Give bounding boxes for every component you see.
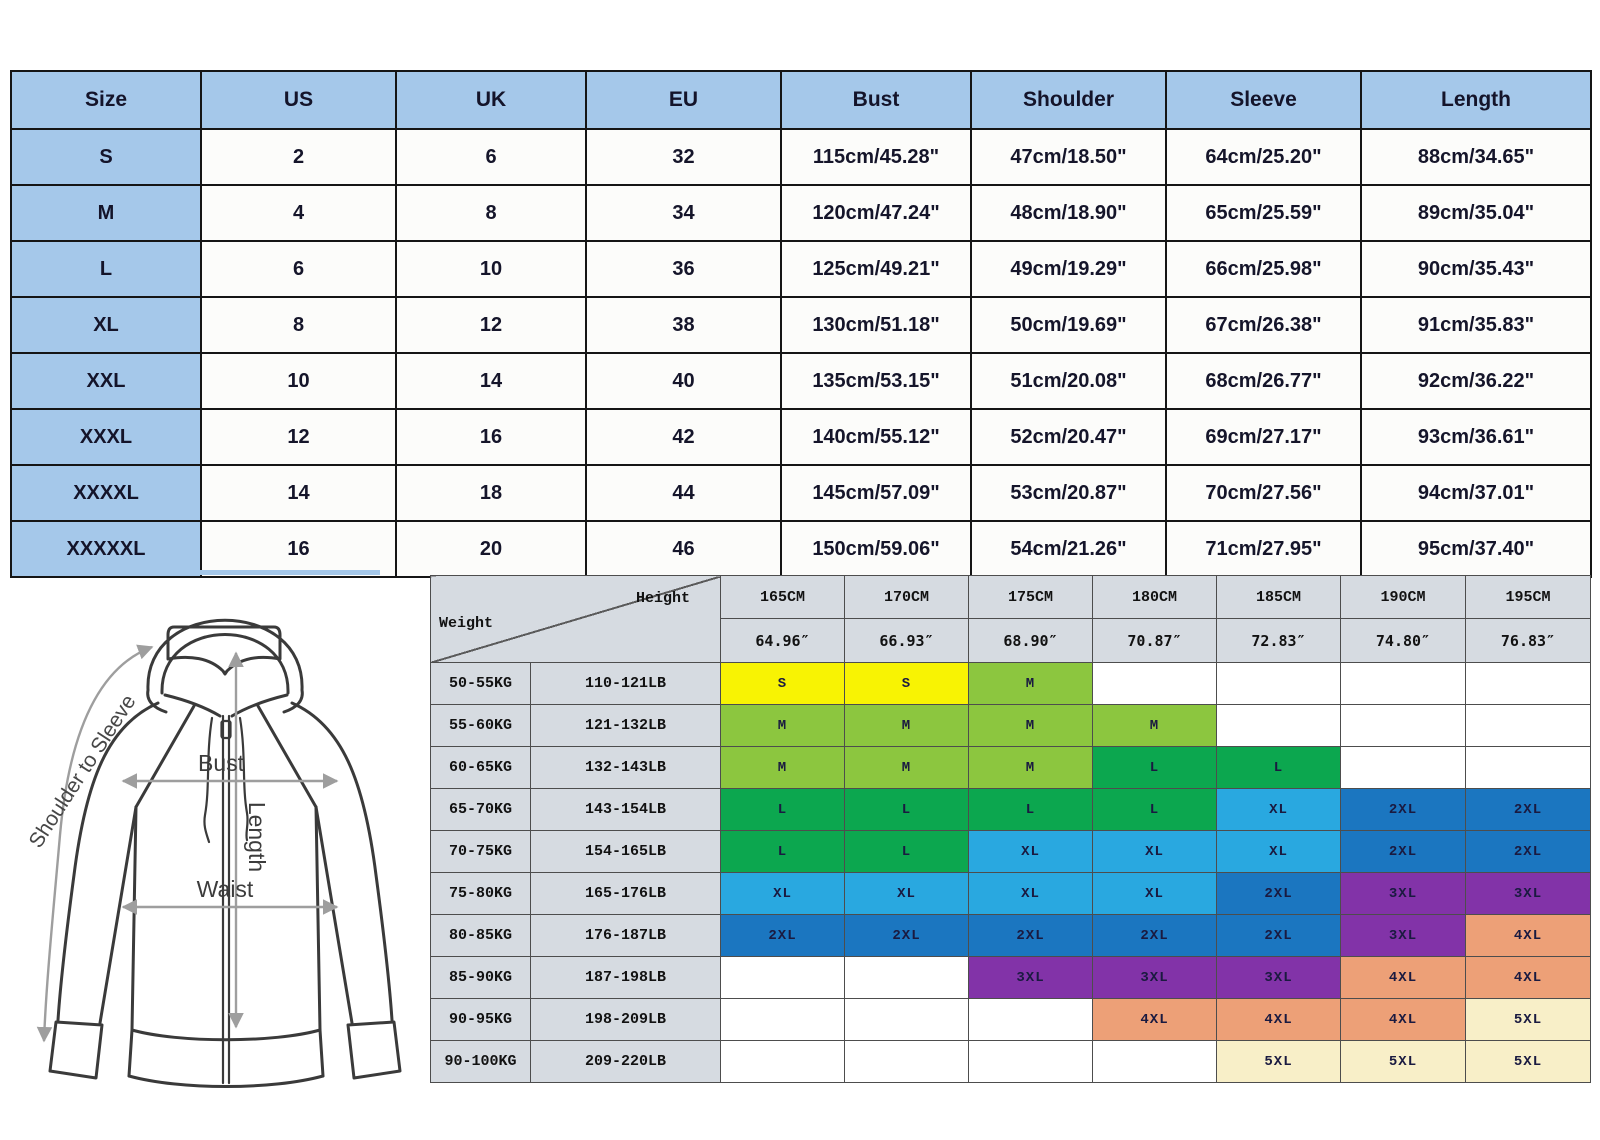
- size-table-cell: 44: [586, 465, 781, 521]
- size-table-body: [11, 129, 1591, 577]
- fit-matrix-empty-cell: [969, 1041, 1093, 1083]
- size-table-cell: 36: [586, 241, 781, 297]
- fit-matrix-size-cell: 2XL: [845, 915, 969, 957]
- size-table-row-label: XXXXL: [11, 465, 201, 521]
- size-table-cell: 94cm/37.01": [1361, 465, 1591, 521]
- fit-matrix-size-cell: 4XL: [1466, 915, 1591, 957]
- height-column-cm: 190CM: [1341, 576, 1466, 619]
- fit-matrix-size-cell: M: [845, 705, 969, 747]
- height-column-inches: 64.96″: [721, 619, 845, 663]
- height-column-cm: 175CM: [969, 576, 1093, 619]
- size-table-cell: 10: [201, 353, 396, 409]
- shoulder-to-sleeve-label: Shoulder to Sleeve: [24, 690, 141, 853]
- fit-matrix-empty-cell: [1093, 663, 1217, 705]
- size-table-header-cell: US: [201, 71, 396, 129]
- size-table-header-cell: Bust: [781, 71, 971, 129]
- fit-matrix-row: [431, 873, 1591, 915]
- size-table-cell: 2: [201, 129, 396, 185]
- fit-matrix-size-cell: 5XL: [1341, 1041, 1466, 1083]
- fit-matrix-size-cell: 3XL: [1466, 873, 1591, 915]
- fit-matrix-size-cell: M: [1093, 705, 1217, 747]
- weight-label-lb: 121-132LB: [531, 705, 721, 747]
- weight-height-corner-cell: [431, 576, 721, 663]
- size-table-row: [11, 241, 1591, 297]
- fit-matrix-size-cell: XL: [969, 831, 1093, 873]
- fit-matrix-size-cell: 3XL: [1341, 873, 1466, 915]
- fit-matrix-size-cell: L: [721, 831, 845, 873]
- fit-matrix-size-cell: 2XL: [1466, 831, 1591, 873]
- waist-label: Waist: [196, 876, 254, 902]
- size-table-cell: 120cm/47.24": [781, 185, 971, 241]
- weight-label-kg: 55-60KG: [431, 705, 531, 747]
- size-table-cell: 34: [586, 185, 781, 241]
- hoodie-measurement-diagram: [8, 575, 438, 1110]
- size-table-cell: 64cm/25.20": [1166, 129, 1361, 185]
- fit-matrix-size-cell: 4XL: [1217, 999, 1341, 1041]
- fit-matrix-size-cell: 3XL: [1217, 957, 1341, 999]
- fit-matrix-size-cell: XL: [721, 873, 845, 915]
- fit-matrix-size-cell: M: [969, 663, 1093, 705]
- fit-matrix-size-cell: 5XL: [1466, 999, 1591, 1041]
- fit-matrix-size-cell: L: [845, 789, 969, 831]
- fit-matrix-row: [431, 999, 1591, 1041]
- fit-matrix-size-cell: 2XL: [1341, 831, 1466, 873]
- size-table-header-cell: Shoulder: [971, 71, 1166, 129]
- weight-label-kg: 50-55KG: [431, 663, 531, 705]
- size-table-row-label: L: [11, 241, 201, 297]
- size-table-cell: 14: [396, 353, 586, 409]
- fit-matrix-size-cell: 4XL: [1341, 957, 1466, 999]
- height-column-cm: 195CM: [1466, 576, 1591, 619]
- height-axis-label: Height: [635, 589, 690, 607]
- size-table-cell: 6: [396, 129, 586, 185]
- fit-matrix-row: [431, 915, 1591, 957]
- fit-matrix-size-cell: 2XL: [1466, 789, 1591, 831]
- size-table-cell: 42: [586, 409, 781, 465]
- size-table-cell: 145cm/57.09": [781, 465, 971, 521]
- fit-matrix-body: [431, 663, 1591, 1083]
- fit-matrix-size-cell: S: [845, 663, 969, 705]
- size-table-cell: 6: [201, 241, 396, 297]
- hood-outline: [148, 620, 303, 716]
- fit-matrix-row: [431, 957, 1591, 999]
- fit-matrix-size-cell: 4XL: [1466, 957, 1591, 999]
- fit-matrix-size-cell: L: [1217, 747, 1341, 789]
- fit-matrix-size-cell: XL: [1093, 873, 1217, 915]
- fit-matrix-empty-cell: [1466, 705, 1591, 747]
- size-table-header-cell: Size: [11, 71, 201, 129]
- size-table-row: [11, 185, 1591, 241]
- size-table-cell: 69cm/27.17": [1166, 409, 1361, 465]
- fit-matrix-size-cell: M: [969, 705, 1093, 747]
- height-column-cm: 180CM: [1093, 576, 1217, 619]
- fit-matrix-row: [431, 705, 1591, 747]
- size-table-cell: 40: [586, 353, 781, 409]
- weight-label-lb: 110-121LB: [531, 663, 721, 705]
- fit-matrix-empty-cell: [721, 999, 845, 1041]
- fit-matrix-size-cell: 2XL: [1217, 873, 1341, 915]
- size-table-cell: 54cm/21.26": [971, 521, 1166, 577]
- fit-matrix-empty-cell: [1341, 747, 1466, 789]
- weight-label-lb: 143-154LB: [531, 789, 721, 831]
- fit-matrix-size-cell: L: [1093, 747, 1217, 789]
- fit-matrix-size-cell: 2XL: [969, 915, 1093, 957]
- size-table-cell: 70cm/27.56": [1166, 465, 1361, 521]
- size-table-cell: 53cm/20.87": [971, 465, 1166, 521]
- fit-matrix-empty-cell: [1217, 705, 1341, 747]
- length-label: Length: [244, 801, 270, 873]
- size-table-cell: 135cm/53.15": [781, 353, 971, 409]
- fit-matrix-size-cell: L: [969, 789, 1093, 831]
- size-table-cell: 140cm/55.12": [781, 409, 971, 465]
- size-table-cell: 38: [586, 297, 781, 353]
- size-table-cell: 65cm/25.59": [1166, 185, 1361, 241]
- size-table-row: [11, 129, 1591, 185]
- weight-label-kg: 65-70KG: [431, 789, 531, 831]
- size-table-cell: 125cm/49.21": [781, 241, 971, 297]
- fit-matrix-size-cell: 2XL: [1093, 915, 1217, 957]
- fit-matrix-size-cell: 4XL: [1341, 999, 1466, 1041]
- size-table-row: [11, 409, 1591, 465]
- size-table-cell: 115cm/45.28": [781, 129, 971, 185]
- fit-matrix-size-cell: 5XL: [1466, 1041, 1591, 1083]
- size-table-cell: 16: [201, 521, 396, 577]
- weight-label-lb: 165-176LB: [531, 873, 721, 915]
- fit-matrix-size-cell: M: [721, 705, 845, 747]
- height-column-cm: 185CM: [1217, 576, 1341, 619]
- fit-matrix-empty-cell: [845, 999, 969, 1041]
- weight-label-kg: 90-100KG: [431, 1041, 531, 1083]
- fit-matrix-size-cell: L: [1093, 789, 1217, 831]
- size-table-header-cell: Length: [1361, 71, 1591, 129]
- size-table-row: [11, 353, 1591, 409]
- size-conversion-table: [10, 70, 1592, 578]
- fit-matrix-size-cell: S: [721, 663, 845, 705]
- fit-matrix-size-cell: L: [721, 789, 845, 831]
- weight-label-lb: 154-165LB: [531, 831, 721, 873]
- size-table-cell: 88cm/34.65": [1361, 129, 1591, 185]
- weight-label-kg: 85-90KG: [431, 957, 531, 999]
- fit-matrix-size-cell: 2XL: [721, 915, 845, 957]
- size-table-row-label: M: [11, 185, 201, 241]
- size-table-cell: 52cm/20.47": [971, 409, 1166, 465]
- fit-matrix-size-cell: 2XL: [1341, 789, 1466, 831]
- size-table-cell: 66cm/25.98": [1166, 241, 1361, 297]
- fit-matrix-empty-cell: [1217, 663, 1341, 705]
- size-table-cell: 32: [586, 129, 781, 185]
- fit-matrix-empty-cell: [969, 999, 1093, 1041]
- weight-label-kg: 70-75KG: [431, 831, 531, 873]
- size-table-cell: 10: [396, 241, 586, 297]
- size-table-cell: 50cm/19.69": [971, 297, 1166, 353]
- fit-matrix-size-cell: XL: [1217, 789, 1341, 831]
- size-table-cell: 4: [201, 185, 396, 241]
- fit-matrix-size-cell: XL: [1093, 831, 1217, 873]
- weight-label-lb: 209-220LB: [531, 1041, 721, 1083]
- fit-matrix-row: [431, 831, 1591, 873]
- bust-label: Bust: [197, 750, 245, 776]
- size-table-cell: 89cm/35.04": [1361, 185, 1591, 241]
- size-table-row: [11, 521, 1591, 577]
- size-table-cell: 46: [586, 521, 781, 577]
- size-table-cell: 51cm/20.08": [971, 353, 1166, 409]
- size-table-header: [11, 71, 1591, 129]
- fit-matrix-size-cell: 3XL: [1341, 915, 1466, 957]
- weight-label-kg: 60-65KG: [431, 747, 531, 789]
- size-table-row-label: XXL: [11, 353, 201, 409]
- size-table-cell: 8: [396, 185, 586, 241]
- fit-matrix-empty-cell: [845, 957, 969, 999]
- height-column-inches: 68.90″: [969, 619, 1093, 663]
- fit-matrix-size-cell: L: [845, 831, 969, 873]
- fit-matrix-empty-cell: [721, 1041, 845, 1083]
- size-table-cell: 47cm/18.50": [971, 129, 1166, 185]
- height-column-inches: 76.83″: [1466, 619, 1591, 663]
- weight-label-lb: 198-209LB: [531, 999, 721, 1041]
- weight-label-kg: 80-85KG: [431, 915, 531, 957]
- height-column-inches: 66.93″: [845, 619, 969, 663]
- weight-label-lb: 176-187LB: [531, 915, 721, 957]
- fit-matrix-empty-cell: [721, 957, 845, 999]
- size-table-cell: 18: [396, 465, 586, 521]
- size-table-cell: 12: [201, 409, 396, 465]
- size-table-cell: 90cm/35.43": [1361, 241, 1591, 297]
- fit-matrix-size-cell: M: [845, 747, 969, 789]
- size-table-cell: 95cm/37.40": [1361, 521, 1591, 577]
- fit-matrix-row: [431, 789, 1591, 831]
- size-table-cell: 20: [396, 521, 586, 577]
- fit-matrix-empty-cell: [1341, 663, 1466, 705]
- fit-matrix-size-cell: 4XL: [1093, 999, 1217, 1041]
- size-table-header-cell: EU: [586, 71, 781, 129]
- height-column-inches: 70.87″: [1093, 619, 1217, 663]
- size-table-row-label: XXXL: [11, 409, 201, 465]
- size-table-cell: 67cm/26.38": [1166, 297, 1361, 353]
- fit-matrix-row: [431, 1041, 1591, 1083]
- size-table-header-cell: UK: [396, 71, 586, 129]
- size-table-cell: 91cm/35.83": [1361, 297, 1591, 353]
- fit-matrix-size-cell: 5XL: [1217, 1041, 1341, 1083]
- fit-matrix-size-cell: 2XL: [1217, 915, 1341, 957]
- fit-matrix-header: [431, 576, 1591, 663]
- size-table-row: [11, 465, 1591, 521]
- size-table-cell: 16: [396, 409, 586, 465]
- size-table-cell: 150cm/59.06": [781, 521, 971, 577]
- size-table-row-label: S: [11, 129, 201, 185]
- size-table-cell: 14: [201, 465, 396, 521]
- fit-matrix-table: [430, 575, 1591, 1083]
- size-table-cell: 92cm/36.22": [1361, 353, 1591, 409]
- fit-matrix-size-cell: XL: [845, 873, 969, 915]
- size-table-row: [11, 297, 1591, 353]
- size-table-cell: 12: [396, 297, 586, 353]
- size-table-row-label: XL: [11, 297, 201, 353]
- size-table-cell: 130cm/51.18": [781, 297, 971, 353]
- size-table-header-cell: Sleeve: [1166, 71, 1361, 129]
- fit-matrix-empty-cell: [845, 1041, 969, 1083]
- fit-matrix-row: [431, 747, 1591, 789]
- height-column-inches: 74.80″: [1341, 619, 1466, 663]
- fit-matrix-size-cell: 3XL: [969, 957, 1093, 999]
- height-column-cm: 170CM: [845, 576, 969, 619]
- size-table-cell: 8: [201, 297, 396, 353]
- weight-label-kg: 90-95KG: [431, 999, 531, 1041]
- weight-label-lb: 132-143LB: [531, 747, 721, 789]
- fit-matrix-empty-cell: [1466, 663, 1591, 705]
- size-table-cell: 68cm/26.77": [1166, 353, 1361, 409]
- size-table-cell: 93cm/36.61": [1361, 409, 1591, 465]
- fit-matrix-empty-cell: [1093, 1041, 1217, 1083]
- height-column-inches: 72.83″: [1217, 619, 1341, 663]
- fit-matrix-size-cell: XL: [1217, 831, 1341, 873]
- size-table-cell: 49cm/19.29": [971, 241, 1166, 297]
- fit-matrix-size-cell: M: [969, 747, 1093, 789]
- height-column-cm: 165CM: [721, 576, 845, 619]
- fit-matrix-size-cell: 3XL: [1093, 957, 1217, 999]
- size-table-row-label: XXXXXL: [11, 521, 201, 577]
- weight-axis-label: Weight: [439, 614, 494, 632]
- fit-matrix-empty-cell: [1466, 747, 1591, 789]
- fit-matrix-empty-cell: [1341, 705, 1466, 747]
- size-table-cell: 71cm/27.95": [1166, 521, 1361, 577]
- fit-matrix-size-cell: M: [721, 747, 845, 789]
- fit-matrix-size-cell: XL: [969, 873, 1093, 915]
- fit-matrix-row: [431, 663, 1591, 705]
- weight-label-lb: 187-198LB: [531, 957, 721, 999]
- weight-label-kg: 75-80KG: [431, 873, 531, 915]
- size-table-cell: 48cm/18.90": [971, 185, 1166, 241]
